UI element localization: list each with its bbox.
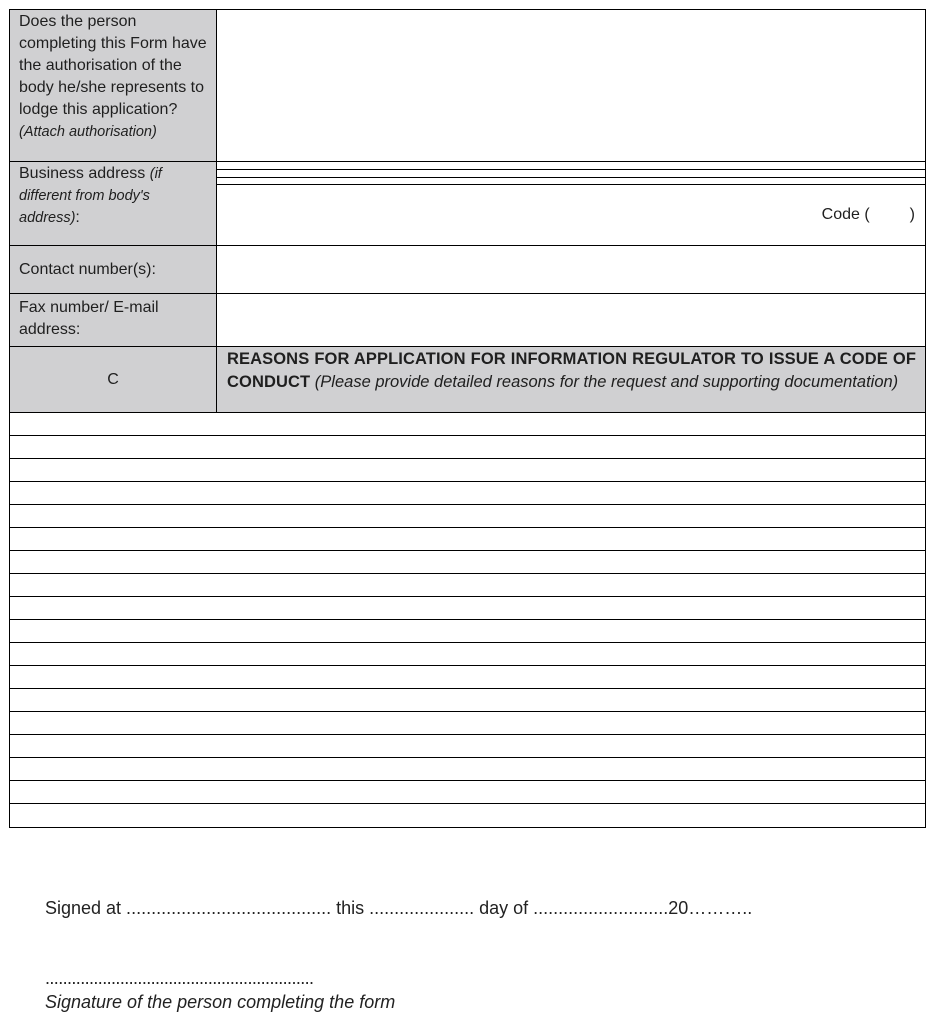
business-address-code-line[interactable] bbox=[217, 185, 925, 245]
authorisation-field[interactable] bbox=[217, 10, 925, 161]
reason-line[interactable] bbox=[10, 666, 925, 689]
authorisation-hint: (Attach authorisation) bbox=[19, 124, 157, 140]
reason-line[interactable] bbox=[10, 643, 925, 666]
reason-line[interactable] bbox=[10, 689, 925, 712]
section-c-letter-cell bbox=[10, 347, 217, 412]
business-address-line-2[interactable] bbox=[217, 170, 925, 177]
section-c-heading: REASONS FOR APPLICATION FOR INFORMATION REGULATOR TO ISSUE A CODE OF CONDUCT bbox=[227, 350, 916, 391]
business-address-fields bbox=[217, 162, 925, 245]
contact-label: Contact number(s): bbox=[19, 261, 156, 278]
reason-line[interactable] bbox=[10, 413, 925, 436]
fax-email-label-cell bbox=[10, 294, 217, 346]
business-address-line-1[interactable] bbox=[217, 162, 925, 170]
reason-line[interactable] bbox=[10, 620, 925, 643]
signature-caption: Signature of the person completing the form bbox=[45, 992, 396, 1012]
reason-line[interactable] bbox=[10, 505, 925, 528]
business-address-hint: (if different from body's address) bbox=[19, 166, 162, 226]
fax-email-label: Fax number/ E-mail address: bbox=[19, 299, 159, 338]
fax-email-row bbox=[10, 294, 925, 347]
authorisation-label-cell bbox=[10, 10, 217, 161]
reason-line[interactable] bbox=[10, 528, 925, 551]
contact-row bbox=[10, 246, 925, 294]
reason-line[interactable] bbox=[10, 574, 925, 597]
reason-line[interactable] bbox=[10, 597, 925, 620]
reason-line[interactable] bbox=[10, 758, 925, 781]
reason-line[interactable] bbox=[10, 735, 925, 758]
reason-line[interactable] bbox=[10, 482, 925, 505]
reason-line[interactable] bbox=[10, 459, 925, 482]
reason-line[interactable] bbox=[10, 781, 925, 804]
reason-line[interactable] bbox=[10, 551, 925, 574]
section-c-hint: (Please provide detailed reasons for the request and supporting documentation) bbox=[314, 372, 899, 391]
reason-line[interactable] bbox=[10, 436, 925, 459]
signed-at-line[interactable]: Signed at ......................................... this ..................... day of ...........................20……….. bbox=[45, 898, 753, 918]
postal-code-label: Code ( ) bbox=[821, 206, 915, 223]
section-c-title-cell bbox=[217, 347, 925, 412]
section-c-letter: C bbox=[107, 370, 119, 388]
authorisation-label: Does the person completing this Form have the authorisation of the body he/she represents to lodge this application? bbox=[19, 13, 207, 118]
reason-line[interactable] bbox=[10, 712, 925, 735]
section-c-header-row bbox=[10, 347, 925, 413]
business-address-label-cell bbox=[10, 162, 217, 245]
signature-dotted-line[interactable]: ............................................................. bbox=[45, 968, 314, 988]
contact-number-field[interactable] bbox=[217, 246, 925, 293]
fax-email-field[interactable] bbox=[217, 294, 925, 346]
business-address-label: Business address bbox=[19, 165, 146, 182]
reasons-lines-block bbox=[10, 413, 925, 827]
application-form-table bbox=[9, 9, 926, 828]
business-address-line-3[interactable] bbox=[217, 178, 925, 185]
authorisation-row bbox=[10, 10, 925, 162]
reason-line[interactable] bbox=[10, 804, 925, 827]
contact-label-cell bbox=[10, 246, 217, 293]
business-address-colon: : bbox=[75, 209, 80, 226]
business-address-row bbox=[10, 162, 925, 246]
